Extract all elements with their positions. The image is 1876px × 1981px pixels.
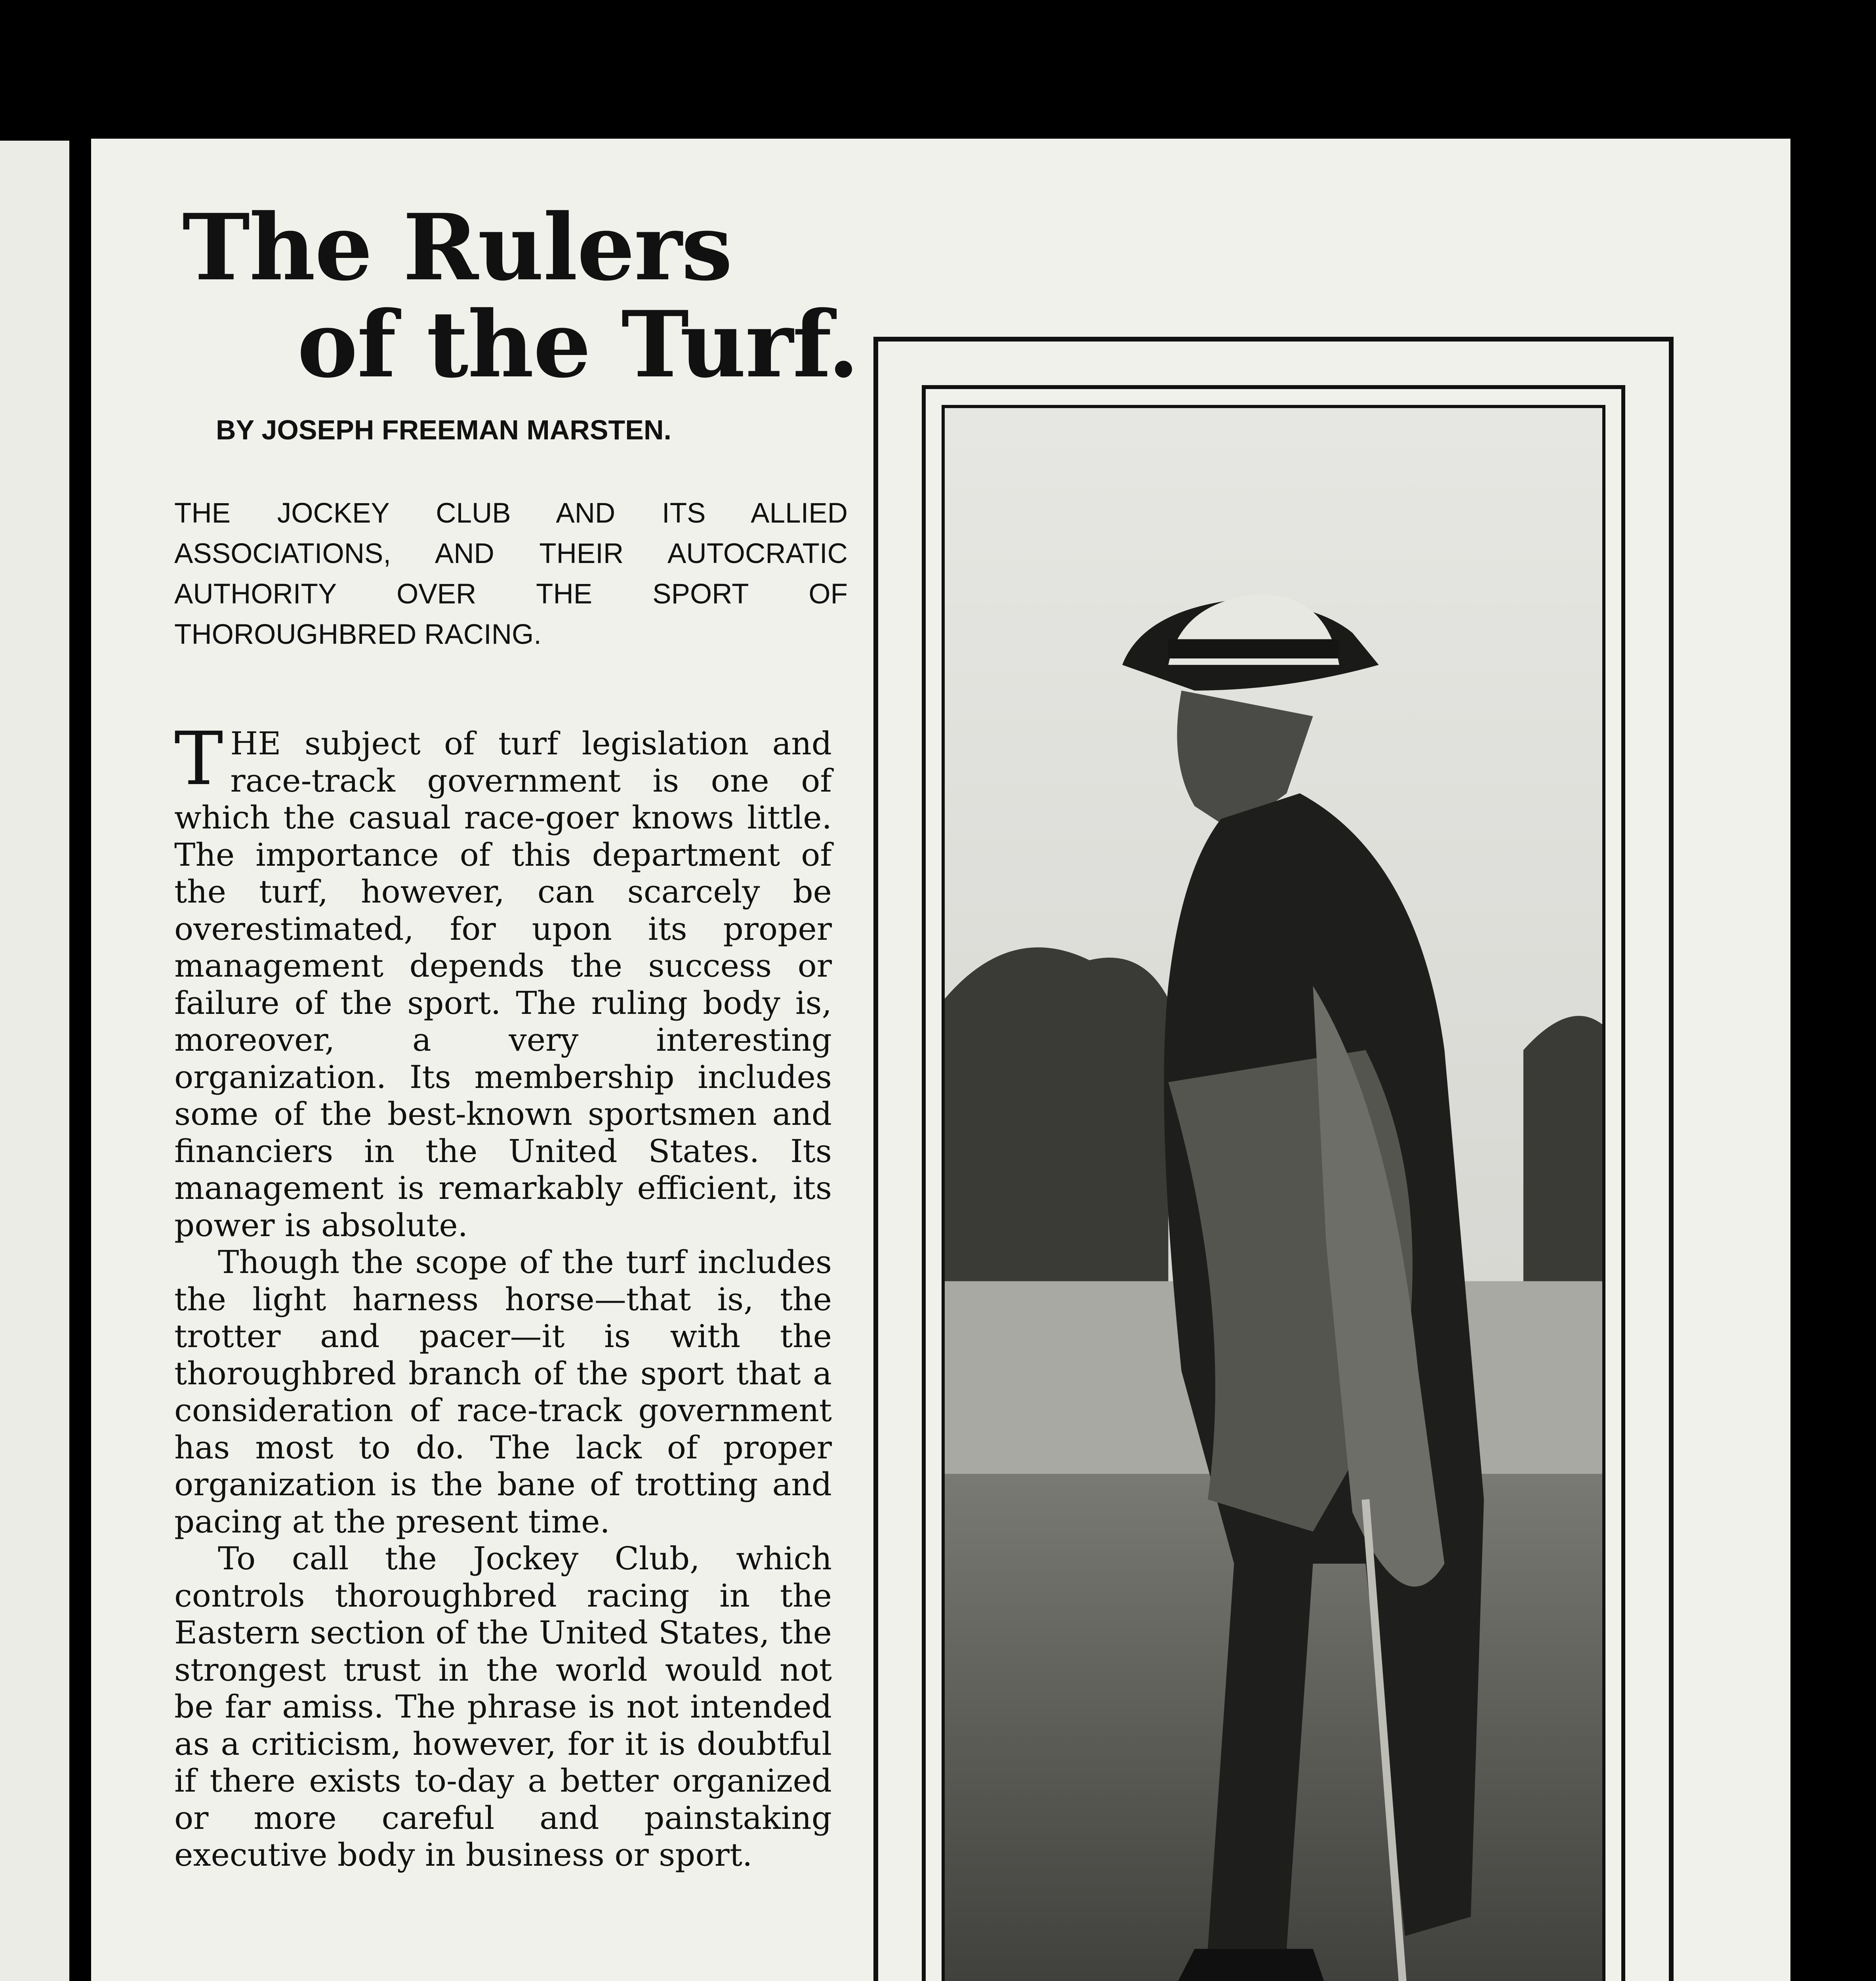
paragraph-3: To call the Jockey Club, which controls thoroughbred racing in the Eastern section of the United States, the strongest trust in the world would not be far amiss. The phrase is not intended as a criticism, however, for it is doubtful if there exists to-day a better organized or more careful and painstaking executive body in business or sport. (174, 1540, 832, 1873)
paragraph-2: Though the scope of the turf includes the light harness horse—that is, the trotter and pacer—it is with the thoroughbred branch of the sport that a consideration of race-track government has most to do. The lack of proper organization is the bane of trotting and pacing at the present time. (174, 1244, 832, 1540)
article-title-line-2: of the Turf. (297, 291, 859, 398)
portrait-photo-frame (873, 337, 1674, 1981)
facing-page-edge (0, 141, 69, 1981)
frame-rule-outer (922, 385, 1625, 1981)
paragraph-1 (174, 716, 832, 1244)
portrait-illustration (945, 408, 1602, 1981)
portrait-photo (942, 405, 1605, 1981)
article-deck: THE JOCKEY CLUB AND ITS ALLIED ASSOCIATIONS, AND THEIR AUTOCRATIC AUTHORITY OVER THE SPORT OF THOROUGHBRED RACING. (174, 498, 848, 650)
article-title-line-1: The Rulers (182, 194, 732, 301)
article-body (174, 716, 832, 1874)
drop-cap: T (174, 716, 223, 802)
paragraph-1-text: HE subject of turf legislation and race-track government is one of which the casual race-goer knows little. The importance of this department of the turf, however, can scarcely be overestimated, for upon its proper management depends the success or failure of the sport. The ruling body is, moreover, a very interesting organization. Its membership includes some of the best-known sportsmen and financiers in the United States. Its management is remarkably efficient, its power is absolute. (174, 725, 832, 1244)
byline: BY JOSEPH FREEMAN MARSTEN. (216, 414, 671, 445)
